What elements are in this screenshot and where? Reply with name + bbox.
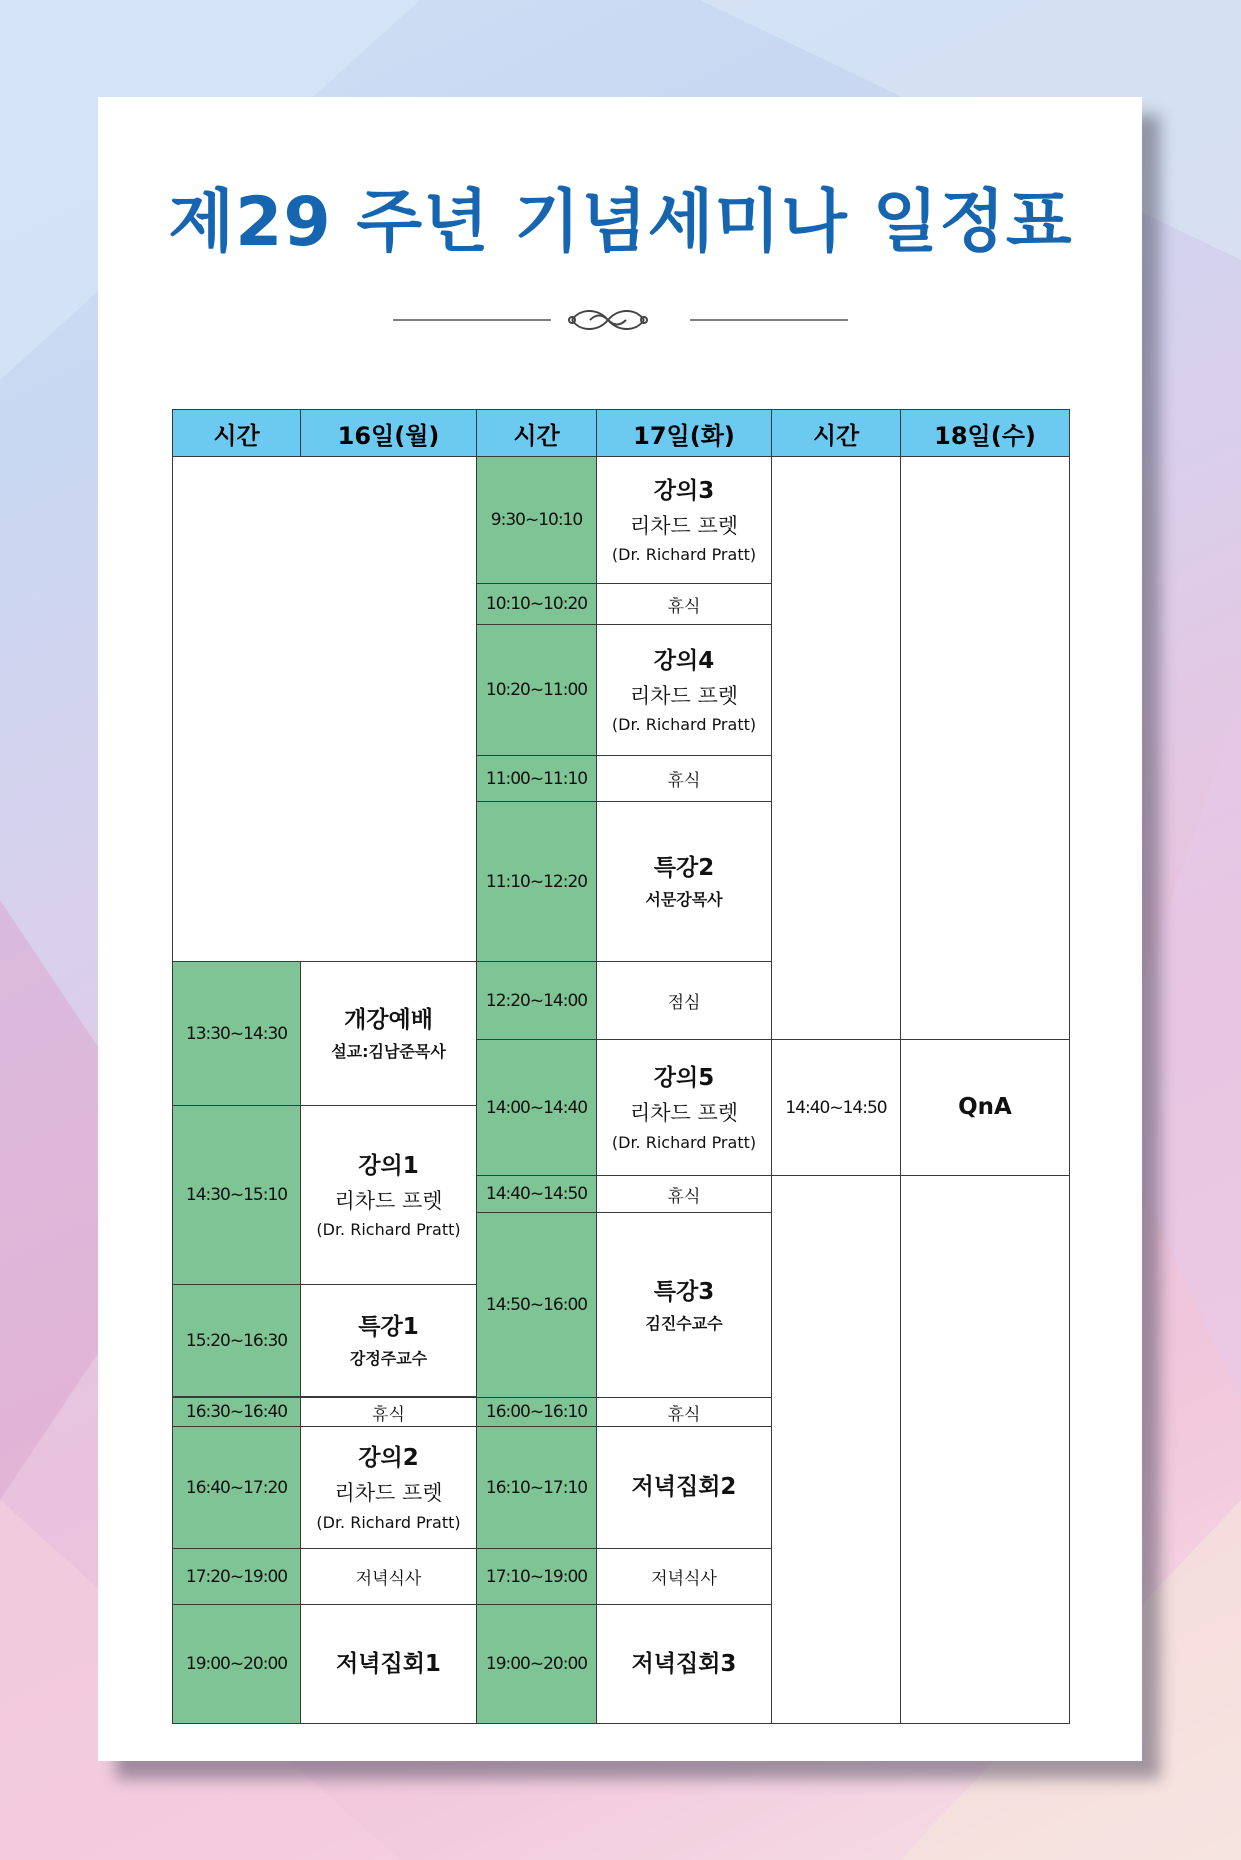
time-cell: 14:40~14:50 [772, 1040, 901, 1176]
page-title: 제29 주년 기념세미나 일정표 [168, 183, 1073, 262]
header-day2: 17일(화) [597, 410, 772, 457]
session-speaker: 리차드 프렛 [629, 513, 739, 538]
session-title: 저녁집회1 [336, 1650, 441, 1677]
session-title: 특강1 [358, 1314, 419, 1341]
session-speaker: 리차드 프렛 [334, 1481, 443, 1506]
session-title: 저녁집회2 [631, 1474, 737, 1501]
empty-cell [901, 457, 1070, 1040]
session-speaker: 설교:김남준목사 [331, 1042, 446, 1062]
session-title: 강의2 [358, 1445, 419, 1472]
session-title: 특강3 [653, 1278, 715, 1305]
time-cell: 14:50~16:00 [477, 1213, 597, 1398]
time-cell: 10:10~10:20 [477, 584, 597, 625]
session-title: 강의5 [653, 1065, 715, 1092]
session-cell [597, 1040, 772, 1176]
time-cell: 14:40~14:50 [477, 1176, 597, 1213]
schedule-table [172, 409, 1070, 1724]
header-row [173, 410, 1070, 457]
session-cell [597, 802, 772, 962]
time-cell: 16:40~17:20 [173, 1427, 301, 1549]
header-day1: 16일(월) [301, 410, 477, 457]
session-speaker-en: (Dr. Richard Pratt) [316, 1512, 461, 1532]
time-cell: 17:20~19:00 [173, 1549, 301, 1605]
session-speaker-en: (Dr. Richard Pratt) [316, 1220, 461, 1240]
session-speaker-en: (Dr. Richard Pratt) [611, 1132, 757, 1152]
session-title: 개강예배 [344, 1007, 433, 1034]
session-cell [301, 962, 477, 1106]
table-row [173, 457, 1070, 584]
meal-cell: 저녁식사 [597, 1549, 772, 1605]
session-title: 강의3 [653, 477, 715, 504]
session-title: QnA [958, 1094, 1012, 1121]
time-cell: 14:00~14:40 [477, 1040, 597, 1176]
break-cell: 휴식 [301, 1398, 477, 1427]
session-speaker: 서문강목사 [645, 890, 723, 910]
session-speaker: 리차드 프렛 [629, 1101, 739, 1126]
session-cell [597, 457, 772, 584]
divider-ornament [0, 305, 1241, 335]
session-title: 특강2 [653, 855, 715, 882]
break-cell: 휴식 [597, 584, 772, 625]
session-cell [901, 1040, 1070, 1176]
meal-cell: 저녁식사 [301, 1549, 477, 1605]
time-cell: 19:00~20:00 [477, 1605, 597, 1724]
session-speaker: 김진수교수 [645, 1313, 723, 1333]
header-time: 시간 [477, 410, 597, 457]
time-cell: 10:20~11:00 [477, 625, 597, 756]
time-cell: 19:00~20:00 [173, 1605, 301, 1724]
time-cell: 12:20~14:00 [477, 962, 597, 1040]
session-cell [597, 1605, 772, 1724]
time-cell: 11:00~11:10 [477, 756, 597, 802]
break-cell: 휴식 [597, 1398, 772, 1427]
session-speaker: 리차드 프렛 [334, 1188, 443, 1213]
session-speaker: 리차드 프렛 [629, 683, 739, 708]
header-day3: 18일(수) [901, 410, 1070, 457]
session-title: 저녁집회3 [631, 1650, 737, 1677]
time-cell: 14:30~15:10 [173, 1106, 301, 1285]
break-cell: 휴식 [597, 756, 772, 802]
time-cell: 16:10~17:10 [477, 1427, 597, 1549]
session-cell [597, 1427, 772, 1549]
session-cell [301, 1285, 477, 1397]
time-cell: 9:30~10:10 [477, 457, 597, 584]
time-cell: 11:10~12:20 [477, 802, 597, 962]
time-cell: 16:30~16:40 [173, 1398, 301, 1427]
session-speaker-en: (Dr. Richard Pratt) [611, 545, 757, 565]
time-cell: 13:30~14:30 [173, 962, 301, 1106]
empty-cell [772, 1176, 901, 1724]
empty-cell [772, 457, 901, 1040]
header-time: 시간 [772, 410, 901, 457]
session-speaker: 강정주교수 [349, 1349, 428, 1369]
time-cell: 16:00~16:10 [477, 1398, 597, 1427]
meal-cell: 점심 [597, 962, 772, 1040]
header-time: 시간 [173, 410, 301, 457]
time-cell: 15:20~16:30 [173, 1285, 301, 1397]
session-title: 강의4 [653, 647, 715, 674]
session-title: 강의1 [358, 1152, 419, 1179]
empty-cell [173, 457, 477, 962]
session-cell [597, 625, 772, 756]
session-cell [301, 1106, 477, 1285]
empty-cell [901, 1176, 1070, 1724]
break-cell: 휴식 [597, 1176, 772, 1213]
session-cell [597, 1213, 772, 1398]
session-cell [301, 1427, 477, 1549]
session-speaker-en: (Dr. Richard Pratt) [611, 715, 757, 735]
session-cell [301, 1605, 477, 1724]
time-cell: 17:10~19:00 [477, 1549, 597, 1605]
